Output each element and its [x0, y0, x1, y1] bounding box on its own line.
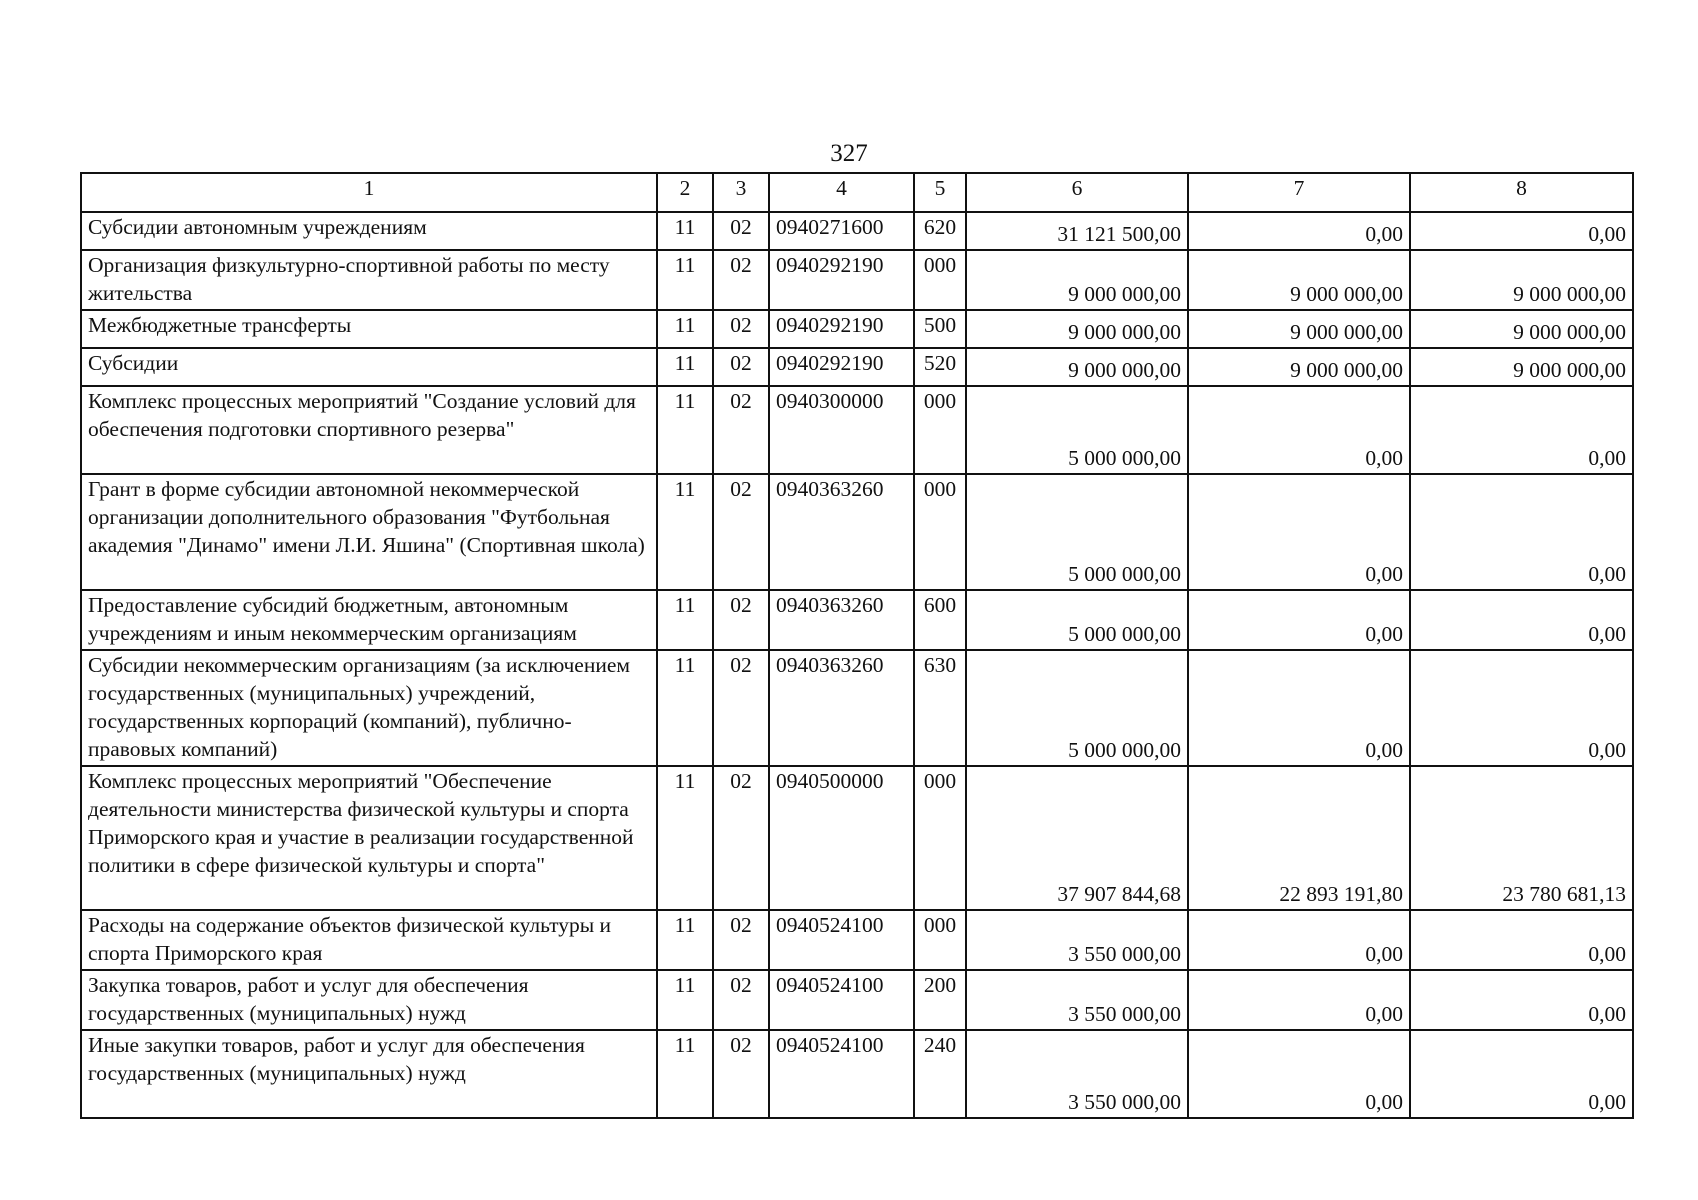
row-amount-2: 22 893 191,80 [1188, 766, 1410, 910]
row-expense-type: 620 [914, 212, 966, 250]
table-row [81, 310, 1633, 348]
row-subsection: 02 [713, 766, 769, 910]
row-section: 11 [657, 250, 713, 310]
row-name: Комплекс процессных мероприятий "Обеспечение деятельности министерства физической культуры и спорта Приморского края и участие в реализации государственной политики в сфере физической культуры и спорта" [81, 766, 657, 910]
row-target-article: 0940500000 [769, 766, 914, 910]
row-amount-3: 0,00 [1410, 970, 1633, 1030]
header-cell: 2 [657, 173, 713, 212]
row-subsection: 02 [713, 212, 769, 250]
row-amount-2: 0,00 [1188, 474, 1410, 590]
row-amount-2: 0,00 [1188, 650, 1410, 766]
row-target-article: 0940292190 [769, 250, 914, 310]
row-expense-type: 500 [914, 310, 966, 348]
page-number: 327 [830, 140, 868, 167]
header-cell: 1 [81, 173, 657, 212]
row-subsection: 02 [713, 310, 769, 348]
row-section: 11 [657, 212, 713, 250]
row-section: 11 [657, 766, 713, 910]
row-amount-2: 0,00 [1188, 386, 1410, 474]
row-expense-type: 520 [914, 348, 966, 386]
row-target-article: 0940363260 [769, 474, 914, 590]
row-section: 11 [657, 348, 713, 386]
row-name: Организация физкультурно-спортивной работы по месту жительства [81, 250, 657, 310]
row-target-article: 0940300000 [769, 386, 914, 474]
table-row [81, 650, 1633, 766]
row-name: Иные закупки товаров, работ и услуг для обеспечения государственных (муниципальных) нужд [81, 1030, 657, 1118]
table-row [81, 910, 1633, 970]
row-amount-2: 0,00 [1188, 590, 1410, 650]
row-expense-type: 000 [914, 474, 966, 590]
budget-table [80, 172, 1634, 1119]
row-target-article: 0940292190 [769, 348, 914, 386]
row-target-article: 0940524100 [769, 1030, 914, 1118]
table-row [81, 590, 1633, 650]
row-amount-3: 0,00 [1410, 910, 1633, 970]
row-name: Предоставление субсидий бюджетным, автономным учреждениям и иным некоммерческим организациям [81, 590, 657, 650]
row-amount-1: 31 121 500,00 [966, 212, 1188, 250]
row-section: 11 [657, 970, 713, 1030]
row-section: 11 [657, 310, 713, 348]
row-expense-type: 630 [914, 650, 966, 766]
row-expense-type: 000 [914, 766, 966, 910]
row-amount-1: 5 000 000,00 [966, 650, 1188, 766]
row-name: Расходы на содержание объектов физической культуры и спорта Приморского края [81, 910, 657, 970]
row-subsection: 02 [713, 250, 769, 310]
row-name: Субсидии [81, 348, 657, 386]
row-amount-2: 0,00 [1188, 910, 1410, 970]
row-subsection: 02 [713, 910, 769, 970]
row-expense-type: 000 [914, 250, 966, 310]
row-amount-3: 9 000 000,00 [1410, 310, 1633, 348]
row-amount-1: 5 000 000,00 [966, 590, 1188, 650]
row-subsection: 02 [713, 650, 769, 766]
row-expense-type: 000 [914, 386, 966, 474]
row-name: Комплекс процессных мероприятий "Создание условий для обеспечения подготовки спортивного резерва" [81, 386, 657, 474]
row-expense-type: 240 [914, 1030, 966, 1118]
row-expense-type: 200 [914, 970, 966, 1030]
header-cell: 6 [966, 173, 1188, 212]
header-cell: 4 [769, 173, 914, 212]
row-name: Межбюджетные трансферты [81, 310, 657, 348]
row-expense-type: 600 [914, 590, 966, 650]
row-amount-1: 37 907 844,68 [966, 766, 1188, 910]
row-target-article: 0940271600 [769, 212, 914, 250]
header-cell: 3 [713, 173, 769, 212]
row-amount-3: 0,00 [1410, 212, 1633, 250]
row-amount-1: 3 550 000,00 [966, 910, 1188, 970]
row-amount-1: 5 000 000,00 [966, 386, 1188, 474]
row-amount-3: 23 780 681,13 [1410, 766, 1633, 910]
table-row [81, 474, 1633, 590]
table-row [81, 1030, 1633, 1118]
header-cell: 5 [914, 173, 966, 212]
table-row [81, 250, 1633, 310]
row-amount-3: 0,00 [1410, 474, 1633, 590]
row-subsection: 02 [713, 474, 769, 590]
row-amount-3: 0,00 [1410, 650, 1633, 766]
row-amount-3: 0,00 [1410, 590, 1633, 650]
row-target-article: 0940524100 [769, 970, 914, 1030]
row-amount-1: 3 550 000,00 [966, 970, 1188, 1030]
row-amount-2: 0,00 [1188, 1030, 1410, 1118]
row-section: 11 [657, 650, 713, 766]
header-cell: 7 [1188, 173, 1410, 212]
row-amount-2: 9 000 000,00 [1188, 310, 1410, 348]
row-amount-1: 9 000 000,00 [966, 310, 1188, 348]
row-amount-3: 9 000 000,00 [1410, 250, 1633, 310]
row-amount-2: 9 000 000,00 [1188, 348, 1410, 386]
row-target-article: 0940363260 [769, 590, 914, 650]
row-target-article: 0940292190 [769, 310, 914, 348]
row-subsection: 02 [713, 970, 769, 1030]
row-section: 11 [657, 910, 713, 970]
row-name: Субсидии некоммерческим организациям (за исключением государственных (муниципальных) учреждений, государственных корпораций (компаний), публично-правовых компаний) [81, 650, 657, 766]
table-row [81, 386, 1633, 474]
row-subsection: 02 [713, 386, 769, 474]
row-amount-3: 0,00 [1410, 386, 1633, 474]
row-amount-1: 5 000 000,00 [966, 474, 1188, 590]
row-subsection: 02 [713, 1030, 769, 1118]
row-section: 11 [657, 590, 713, 650]
table-row [81, 766, 1633, 910]
row-name: Субсидии автономным учреждениям [81, 212, 657, 250]
row-amount-2: 9 000 000,00 [1188, 250, 1410, 310]
row-amount-1: 3 550 000,00 [966, 1030, 1188, 1118]
table-row [81, 970, 1633, 1030]
row-target-article: 0940363260 [769, 650, 914, 766]
table-row [81, 348, 1633, 386]
table-row [81, 212, 1633, 250]
row-subsection: 02 [713, 348, 769, 386]
row-name: Грант в форме субсидии автономной некоммерческой организации дополнительного образования "Футбольная академия "Динамо" имени Л.И. Яшина" (Спортивная школа) [81, 474, 657, 590]
row-amount-2: 0,00 [1188, 212, 1410, 250]
row-amount-3: 0,00 [1410, 1030, 1633, 1118]
header-cell: 8 [1410, 173, 1633, 212]
row-name: Закупка товаров, работ и услуг для обеспечения государственных (муниципальных) нужд [81, 970, 657, 1030]
row-amount-2: 0,00 [1188, 970, 1410, 1030]
header-row [81, 173, 1633, 212]
row-subsection: 02 [713, 590, 769, 650]
row-section: 11 [657, 474, 713, 590]
row-amount-1: 9 000 000,00 [966, 250, 1188, 310]
row-amount-1: 9 000 000,00 [966, 348, 1188, 386]
row-amount-3: 9 000 000,00 [1410, 348, 1633, 386]
row-section: 11 [657, 386, 713, 474]
row-target-article: 0940524100 [769, 910, 914, 970]
row-expense-type: 000 [914, 910, 966, 970]
row-section: 11 [657, 1030, 713, 1118]
